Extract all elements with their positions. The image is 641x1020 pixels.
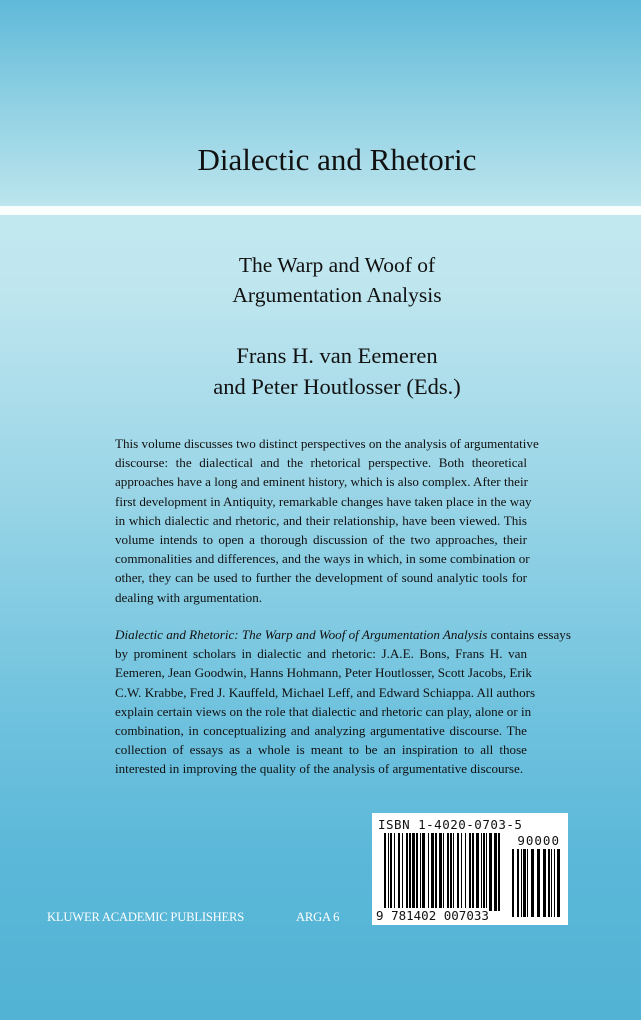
paragraph-line: This volume discusses two distinct perspectives on the analysis of argumentative — [115, 436, 539, 451]
barcode-bar — [394, 833, 395, 911]
barcode-bar — [483, 833, 485, 911]
barcode-bar — [416, 833, 418, 911]
barcode-bar — [431, 833, 434, 911]
barcode-bar — [531, 849, 534, 917]
book-title-italic: Dialectic and Rhetoric: The Warp and Woof of Argumentation Analysis — [115, 627, 488, 642]
barcode-bar — [465, 833, 466, 911]
ean-first-digit: 9 — [376, 908, 384, 923]
book-editors — [0, 340, 641, 402]
book-title: Dialectic and Rhetoric — [197, 142, 477, 177]
barcode-bar — [476, 833, 479, 911]
isbn-text: ISBN 1-4020-0703-5 — [378, 817, 523, 832]
series-number: ARGA 6 — [296, 910, 340, 924]
ean-right-digits: 007033 — [443, 908, 489, 923]
publisher-name: KLUWER ACADEMIC PUBLISHERS — [47, 910, 245, 924]
barcode-bar — [398, 833, 400, 911]
barcode-bar — [409, 833, 411, 911]
barcode-bar — [402, 833, 403, 911]
paragraph-line: explain certain views on the role that dialectic and rhetoric can play, alone or in — [115, 703, 532, 719]
barcode-bar — [494, 833, 497, 911]
paragraph-line: collection of essays as a whole is meant to be an inspiration to all those — [115, 742, 527, 758]
barcode-bar — [517, 849, 519, 917]
barcode-bar — [489, 833, 492, 911]
paragraph-line — [115, 625, 571, 644]
barcode-bar — [498, 833, 500, 911]
barcode-bar — [557, 849, 560, 917]
barcode-bar — [527, 849, 528, 917]
paragraph-line: other, they can be used to further the development of sound analytic tools for — [115, 570, 527, 586]
paragraph-line: combination, in conceptualizing and analyzing argumentative discourse. The — [115, 723, 527, 739]
paragraph-line: dealing with argumentation. — [115, 589, 263, 605]
subtitle-line: Argumentation Analysis — [232, 283, 442, 307]
subtitle-line: The Warp and Woof of — [238, 253, 436, 277]
barcode-bar — [390, 833, 392, 911]
barcode-bar — [450, 833, 452, 911]
book-subtitle — [0, 250, 641, 310]
barcode-bar — [420, 833, 421, 911]
ean-number — [376, 908, 489, 923]
barcode-bar — [481, 833, 482, 911]
paragraph-line: commonalities and differences, and the ways in which, in some combination or — [115, 551, 530, 567]
barcode-addon: 90000 — [517, 833, 560, 848]
barcode-bar — [439, 833, 442, 911]
paragraph-line: approaches have a long and eminent history, which is also complex. After their — [115, 474, 528, 490]
barcode-bar — [537, 849, 540, 917]
barcode-bar — [428, 833, 429, 911]
barcode-bar — [543, 849, 546, 917]
barcode-bar — [388, 833, 389, 911]
paragraph-line: discourse: the dialectical and the rhetorical perspective. Both theoretical — [115, 455, 527, 471]
isbn-barcode — [372, 813, 568, 925]
barcode-bar — [512, 849, 514, 917]
paragraph-line: by prominent scholars in dialectic and rhetoric: J.A.E. Bons, Frans H. van — [115, 646, 527, 662]
editor-line: Frans H. van Eemeren — [236, 343, 438, 368]
barcode-bar — [523, 849, 526, 917]
description-paragraph-2 — [115, 625, 571, 779]
barcode-bar — [435, 833, 437, 911]
paragraph-line: in which dialectic and rhetoric, and their relationship, have been viewed. This — [115, 512, 527, 528]
barcode-bar — [447, 833, 449, 911]
barcode-bar — [554, 849, 555, 917]
barcode-bar — [457, 833, 459, 911]
barcode-bar — [422, 833, 425, 911]
barcode-bar — [551, 849, 552, 917]
barcode-bar — [384, 833, 386, 911]
ean-left-digits: 781402 — [391, 908, 437, 923]
description-paragraph-1 — [115, 434, 539, 607]
barcode-bar — [453, 833, 454, 911]
barcode-bar — [548, 849, 550, 917]
white-band — [0, 206, 641, 215]
barcode-bar — [461, 833, 462, 911]
barcode-bar — [406, 833, 408, 911]
barcode-bar — [469, 833, 471, 911]
editor-line: and Peter Houtlosser (Eds.) — [213, 374, 461, 399]
barcode-bar — [486, 833, 487, 911]
barcode-bar — [472, 833, 474, 911]
paragraph-line: first development in Antiquity, remarkable changes have taken place in the way — [115, 493, 532, 509]
paragraph-line: volume intends to open a thorough discussion of the two approaches, their — [115, 532, 527, 548]
barcode-bar — [443, 833, 444, 911]
barcode-bar — [521, 849, 522, 917]
paragraph-line: C.W. Krabbe, Fred J. Kauffeld, Michael Leff, and Edward Schiappa. All authors — [115, 684, 536, 700]
paragraph-text: contains essays — [487, 627, 571, 642]
paragraph-line: Eemeren, Jean Goodwin, Hanns Hohmann, Peter Houtlosser, Scott Jacobs, Erik — [115, 665, 532, 681]
paragraph-line: interested in improving the quality of the analysis of argumentative discourse. — [115, 761, 524, 777]
barcode-bar — [412, 833, 415, 911]
